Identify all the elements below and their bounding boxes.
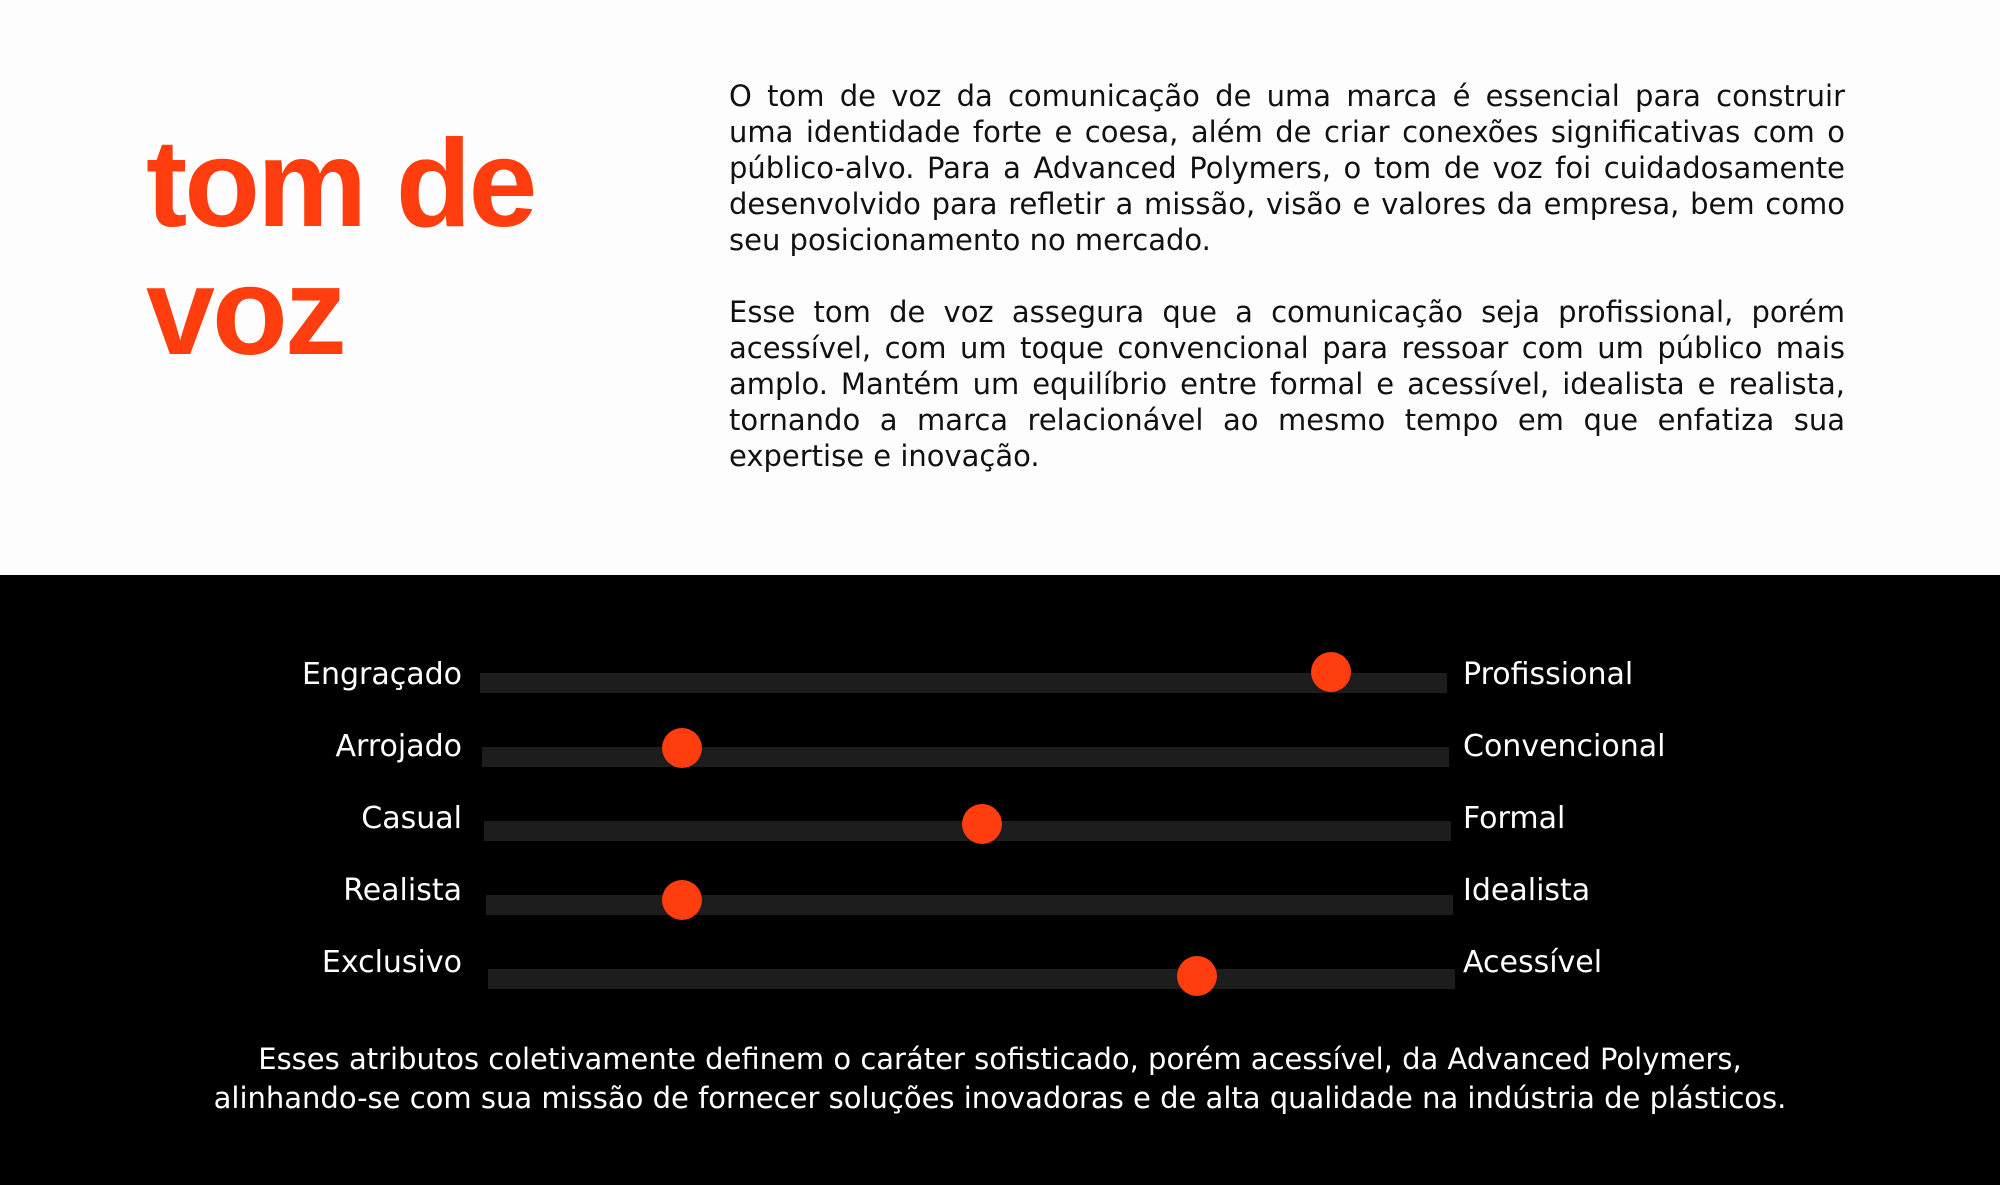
intro-paragraph-1: O tom de voz da comunicação de uma marca é essencial para construir uma identidade forte e coesa, além de criar conexões significativas com o público-alvo. Para a Advanced Polymers, o tom de voz foi cuidadosamente desenvolvido para refletir a missão, visão e valores da empresa, bem como seu posicionamento no mercado. [729,79,1845,257]
intro-section [0,0,2000,575]
title-line-2: voz [146,243,344,381]
scale-knob [1177,956,1217,996]
scale-track [486,895,1453,915]
scale-knob [1311,652,1351,692]
scale-row [0,943,2000,983]
intro-text [729,78,1845,510]
title-line-1: tom de [146,115,535,253]
intro-paragraph-2: Esse tom de voz assegura que a comunicação seja profissional, porém acessível, com um toque convencional para ressoar com um público mais amplo. Mantém um equilíbrio entre formal e acessível, idealista e realista, tornando a marca relacionável ao mesmo tempo em que enfatiza sua expertise e inovação. [729,295,1845,473]
scale-right-label: Profissional [1463,657,1634,692]
scale-knob [962,804,1002,844]
scale-right-label: Idealista [1463,873,1591,908]
scale-track [482,747,1449,767]
closing-line-2: alinhando-se com sua missão de fornecer soluções inovadoras e de alta qualidade na indústria de plásticos. [213,1081,1787,1115]
scale-track [488,969,1455,989]
scale-left-label: Realista [343,873,462,908]
scale-left-label: Exclusivo [321,945,462,980]
scale-left-label: Arrojado [335,729,462,764]
scale-row [0,655,2000,695]
scale-right-label: Formal [1463,801,1566,836]
page-title [146,115,535,381]
scale-row [0,871,2000,911]
closing-text [0,1040,2000,1118]
scale-right-label: Convencional [1463,729,1666,764]
scale-left-label: Casual [361,801,462,836]
scale-knob [662,728,702,768]
scale-right-label: Acessível [1463,945,1603,980]
scale-track [480,673,1447,693]
scale-row [0,727,2000,767]
scale-row [0,799,2000,839]
scale-knob [662,880,702,920]
scale-left-label: Engraçado [301,657,462,692]
closing-line-1: Esses atributos coletivamente definem o caráter sofisticado, porém acessível, da Advanced Polymers, [258,1042,1742,1076]
